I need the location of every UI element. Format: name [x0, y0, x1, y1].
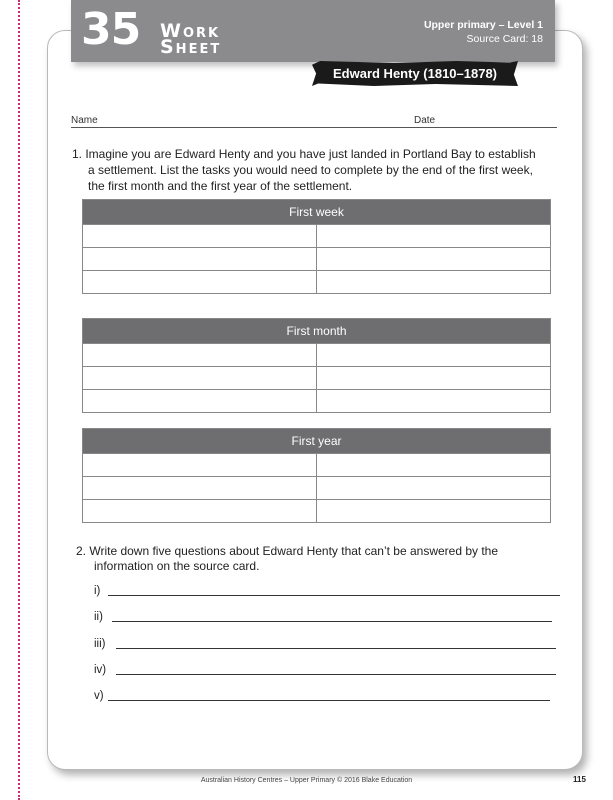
table-cell[interactable] [316, 500, 550, 522]
table-cell[interactable] [83, 500, 316, 522]
answer-rule [116, 648, 556, 649]
answer-line-1[interactable] [94, 585, 560, 601]
question-1 [72, 146, 552, 194]
table-row [83, 453, 550, 476]
table-row [83, 343, 550, 366]
worksheet-word-sheet: Sheet [160, 36, 222, 58]
answer-label: ii) [94, 611, 103, 623]
worksheet-word-work: Work [160, 20, 221, 42]
table-cell[interactable] [316, 390, 550, 412]
table-cell[interactable] [83, 248, 316, 270]
table-cell[interactable] [83, 390, 316, 412]
footer-credit: Australian History Centres – Upper Primary © 2016 Blake Education [200, 777, 413, 784]
answer-line-2[interactable] [94, 611, 560, 627]
date-label: Date [414, 115, 436, 126]
page-number: 115 [573, 775, 586, 784]
name-date-line[interactable] [71, 127, 557, 128]
table-row [83, 389, 550, 412]
answer-rule [108, 595, 560, 596]
name-label: Name [71, 115, 98, 126]
table-cell[interactable] [316, 477, 550, 499]
question-1-line-1: 1. Imagine you are Edward Henty and you have just landed in Portland Bay to establish [72, 147, 536, 161]
answer-label: v) [94, 690, 104, 702]
source-card-label: Source Card: 18 [466, 33, 543, 45]
table-row [83, 247, 550, 270]
answer-rule [116, 674, 556, 675]
level-info [424, 18, 543, 46]
table-cell[interactable] [83, 225, 316, 247]
table-cell[interactable] [83, 271, 316, 293]
table-cell[interactable] [83, 454, 316, 476]
level-label: Upper primary – Level 1 [423, 19, 543, 31]
table-row [83, 224, 550, 247]
answer-label: i) [94, 585, 101, 597]
worksheet-banner [71, 0, 555, 62]
table-cell[interactable] [83, 344, 316, 366]
worksheet-title: Edward Henty (1810–1878) [332, 66, 498, 81]
answer-rule [108, 700, 550, 701]
answer-line-4[interactable] [94, 664, 560, 680]
table-row [83, 476, 550, 499]
question-2-line-2: information on the source card. [94, 559, 260, 573]
table-cell[interactable] [316, 454, 550, 476]
question-2 [76, 544, 546, 574]
answer-line-3[interactable] [94, 638, 560, 654]
margin-dotted-line [18, 0, 20, 800]
first-month-table [82, 318, 551, 413]
answer-label: iv) [94, 664, 107, 676]
table-row [83, 270, 550, 293]
table-cell[interactable] [316, 225, 550, 247]
question-1-line-3: the first month and the first year of the settlement. [88, 179, 353, 193]
table-header-first-month: First month [83, 319, 550, 343]
answer-rule [112, 621, 552, 622]
table-row [83, 366, 550, 389]
table-cell[interactable] [316, 271, 550, 293]
worksheet-number: 35 [81, 4, 141, 55]
first-year-table [82, 428, 551, 523]
table-header-first-year: First year [83, 429, 550, 453]
answer-line-5[interactable] [94, 690, 560, 706]
table-cell[interactable] [316, 248, 550, 270]
first-week-table [82, 199, 551, 294]
table-row [83, 499, 550, 522]
table-cell[interactable] [83, 477, 316, 499]
table-cell[interactable] [316, 344, 550, 366]
question-1-line-2: a settlement. List the tasks you would need to complete by the end of the first week, [88, 163, 533, 177]
question-2-line-1: 2. Write down five questions about Edward Henty that can’t be answered by the [76, 544, 499, 558]
answer-label: iii) [94, 638, 106, 650]
table-header-first-week: First week [83, 200, 550, 224]
table-cell[interactable] [316, 367, 550, 389]
table-cell[interactable] [83, 367, 316, 389]
